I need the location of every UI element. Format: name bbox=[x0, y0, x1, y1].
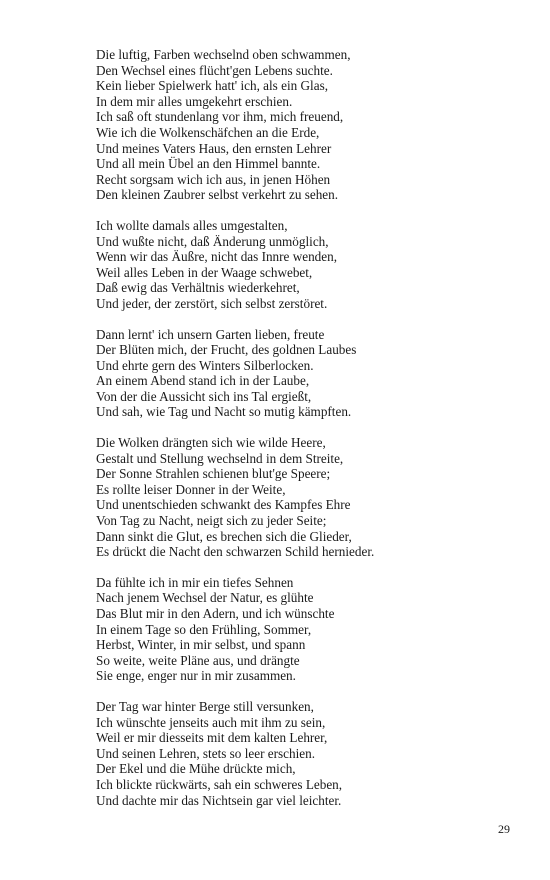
verse-line: Der Tag war hinter Berge still versunken, bbox=[96, 698, 314, 714]
verse-line: Und meines Vaters Haus, den ernsten Lehrer bbox=[96, 140, 332, 156]
verse-line: Ich saß oft stundenlang vor ihm, mich freuend, bbox=[96, 109, 344, 125]
verse-line: Ich blickte rückwärts, sah ein schweres Leben, bbox=[96, 776, 343, 792]
verse-line: Von der die Aussicht sich ins Tal ergießt, bbox=[96, 388, 312, 404]
stanza bbox=[96, 435, 516, 560]
verse-line: Kein lieber Spielwerk hatt' ich, als ein Glas, bbox=[96, 78, 328, 94]
verse-line: Der Ekel und die Mühe drückte mich, bbox=[96, 761, 296, 777]
verse-line: Recht sorgsam wich ich aus, in jenen Höhen bbox=[96, 171, 331, 187]
verse-line: Und dachte mir das Nichtsein gar viel leichter. bbox=[96, 792, 342, 808]
verse-line: Gestalt und Stellung wechselnd in dem Streite, bbox=[96, 450, 344, 466]
verse-line: Ich wünschte jenseits auch mit ihm zu sein, bbox=[96, 714, 326, 730]
verse-line: Den Wechsel eines flücht'gen Lebens suchte. bbox=[96, 62, 333, 78]
stanza bbox=[96, 575, 516, 684]
verse-line: In einem Tage so den Frühling, Sommer, bbox=[96, 621, 312, 637]
stanza bbox=[96, 47, 516, 203]
verse-line: Der Sonne Strahlen schienen blut'ge Speere; bbox=[96, 466, 331, 482]
verse-line: Und ehrte gern des Winters Silberlocken. bbox=[96, 357, 314, 373]
verse-line: Die Wolken drängten sich wie wilde Heere, bbox=[96, 435, 326, 451]
verse-line: Weil er mir diesseits mit dem kalten Lehrer, bbox=[96, 730, 328, 746]
verse-line: Ich wollte damals alles umgestalten, bbox=[96, 217, 288, 233]
verse-line: Den kleinen Zaubrer selbst verkehrt zu sehen. bbox=[96, 187, 339, 203]
verse-line: An einem Abend stand ich in der Laube, bbox=[96, 373, 310, 389]
verse-line: Herbst, Winter, in mir selbst, und spann bbox=[96, 637, 306, 653]
verse-line: Weil alles Leben in der Waage schwebet, bbox=[96, 264, 313, 280]
poem-body bbox=[96, 47, 516, 823]
verse-line: Da fühlte ich in mir ein tiefes Sehnen bbox=[96, 574, 294, 590]
verse-line: Es rollte leiser Donner in der Weite, bbox=[96, 481, 286, 497]
verse-line: Der Blüten mich, der Frucht, des goldnen Laubes bbox=[96, 342, 357, 358]
verse-line: Es drückt die Nacht den schwarzen Schild hernieder. bbox=[96, 544, 375, 560]
verse-line: Und all mein Übel an den Himmel bannte. bbox=[96, 156, 321, 172]
stanza bbox=[96, 218, 516, 312]
verse-line: So weite, weite Pläne aus, und drängte bbox=[96, 652, 300, 668]
verse-line: Die luftig, Farben wechselnd oben schwammen, bbox=[96, 47, 351, 62]
verse-line: Und sah, wie Tag und Nacht so mutig kämpften. bbox=[96, 404, 352, 420]
verse-line: Nach jenem Wechsel der Natur, es glühte bbox=[96, 590, 314, 606]
verse-line: Das Blut mir in den Adern, und ich wünschte bbox=[96, 606, 335, 621]
stanza bbox=[96, 699, 516, 808]
verse-line: Dann sinkt die Glut, es brechen sich die Glieder, bbox=[96, 528, 352, 544]
verse-line: Und seinen Lehren, stets so leer erschien. bbox=[96, 745, 315, 761]
stanza bbox=[96, 327, 516, 421]
verse-line: Und jeder, der zerstört, sich selbst zerstöret. bbox=[96, 295, 328, 311]
verse-line: Wenn wir das Äußre, nicht das Innre wenden, bbox=[96, 249, 337, 265]
verse-line: Von Tag zu Nacht, neigt sich zu jeder Seite; bbox=[96, 513, 327, 529]
verse-line: Sie enge, enger nur in mir zusammen. bbox=[96, 668, 296, 684]
verse-line: Wie ich die Wolkenschäfchen an die Erde, bbox=[96, 124, 320, 140]
verse-line: Und unentschieden schwankt des Kampfes Ehre bbox=[96, 497, 351, 513]
verse-line: Daß ewig das Verhältnis wiederkehret, bbox=[96, 280, 300, 296]
page-number: 29 bbox=[498, 822, 510, 836]
verse-line: Und wußte nicht, daß Änderung unmöglich, bbox=[96, 233, 329, 249]
verse-line: Dann lernt' ich unsern Garten lieben, freute bbox=[96, 326, 325, 342]
verse-line: In dem mir alles umgekehrt erschien. bbox=[96, 93, 293, 109]
